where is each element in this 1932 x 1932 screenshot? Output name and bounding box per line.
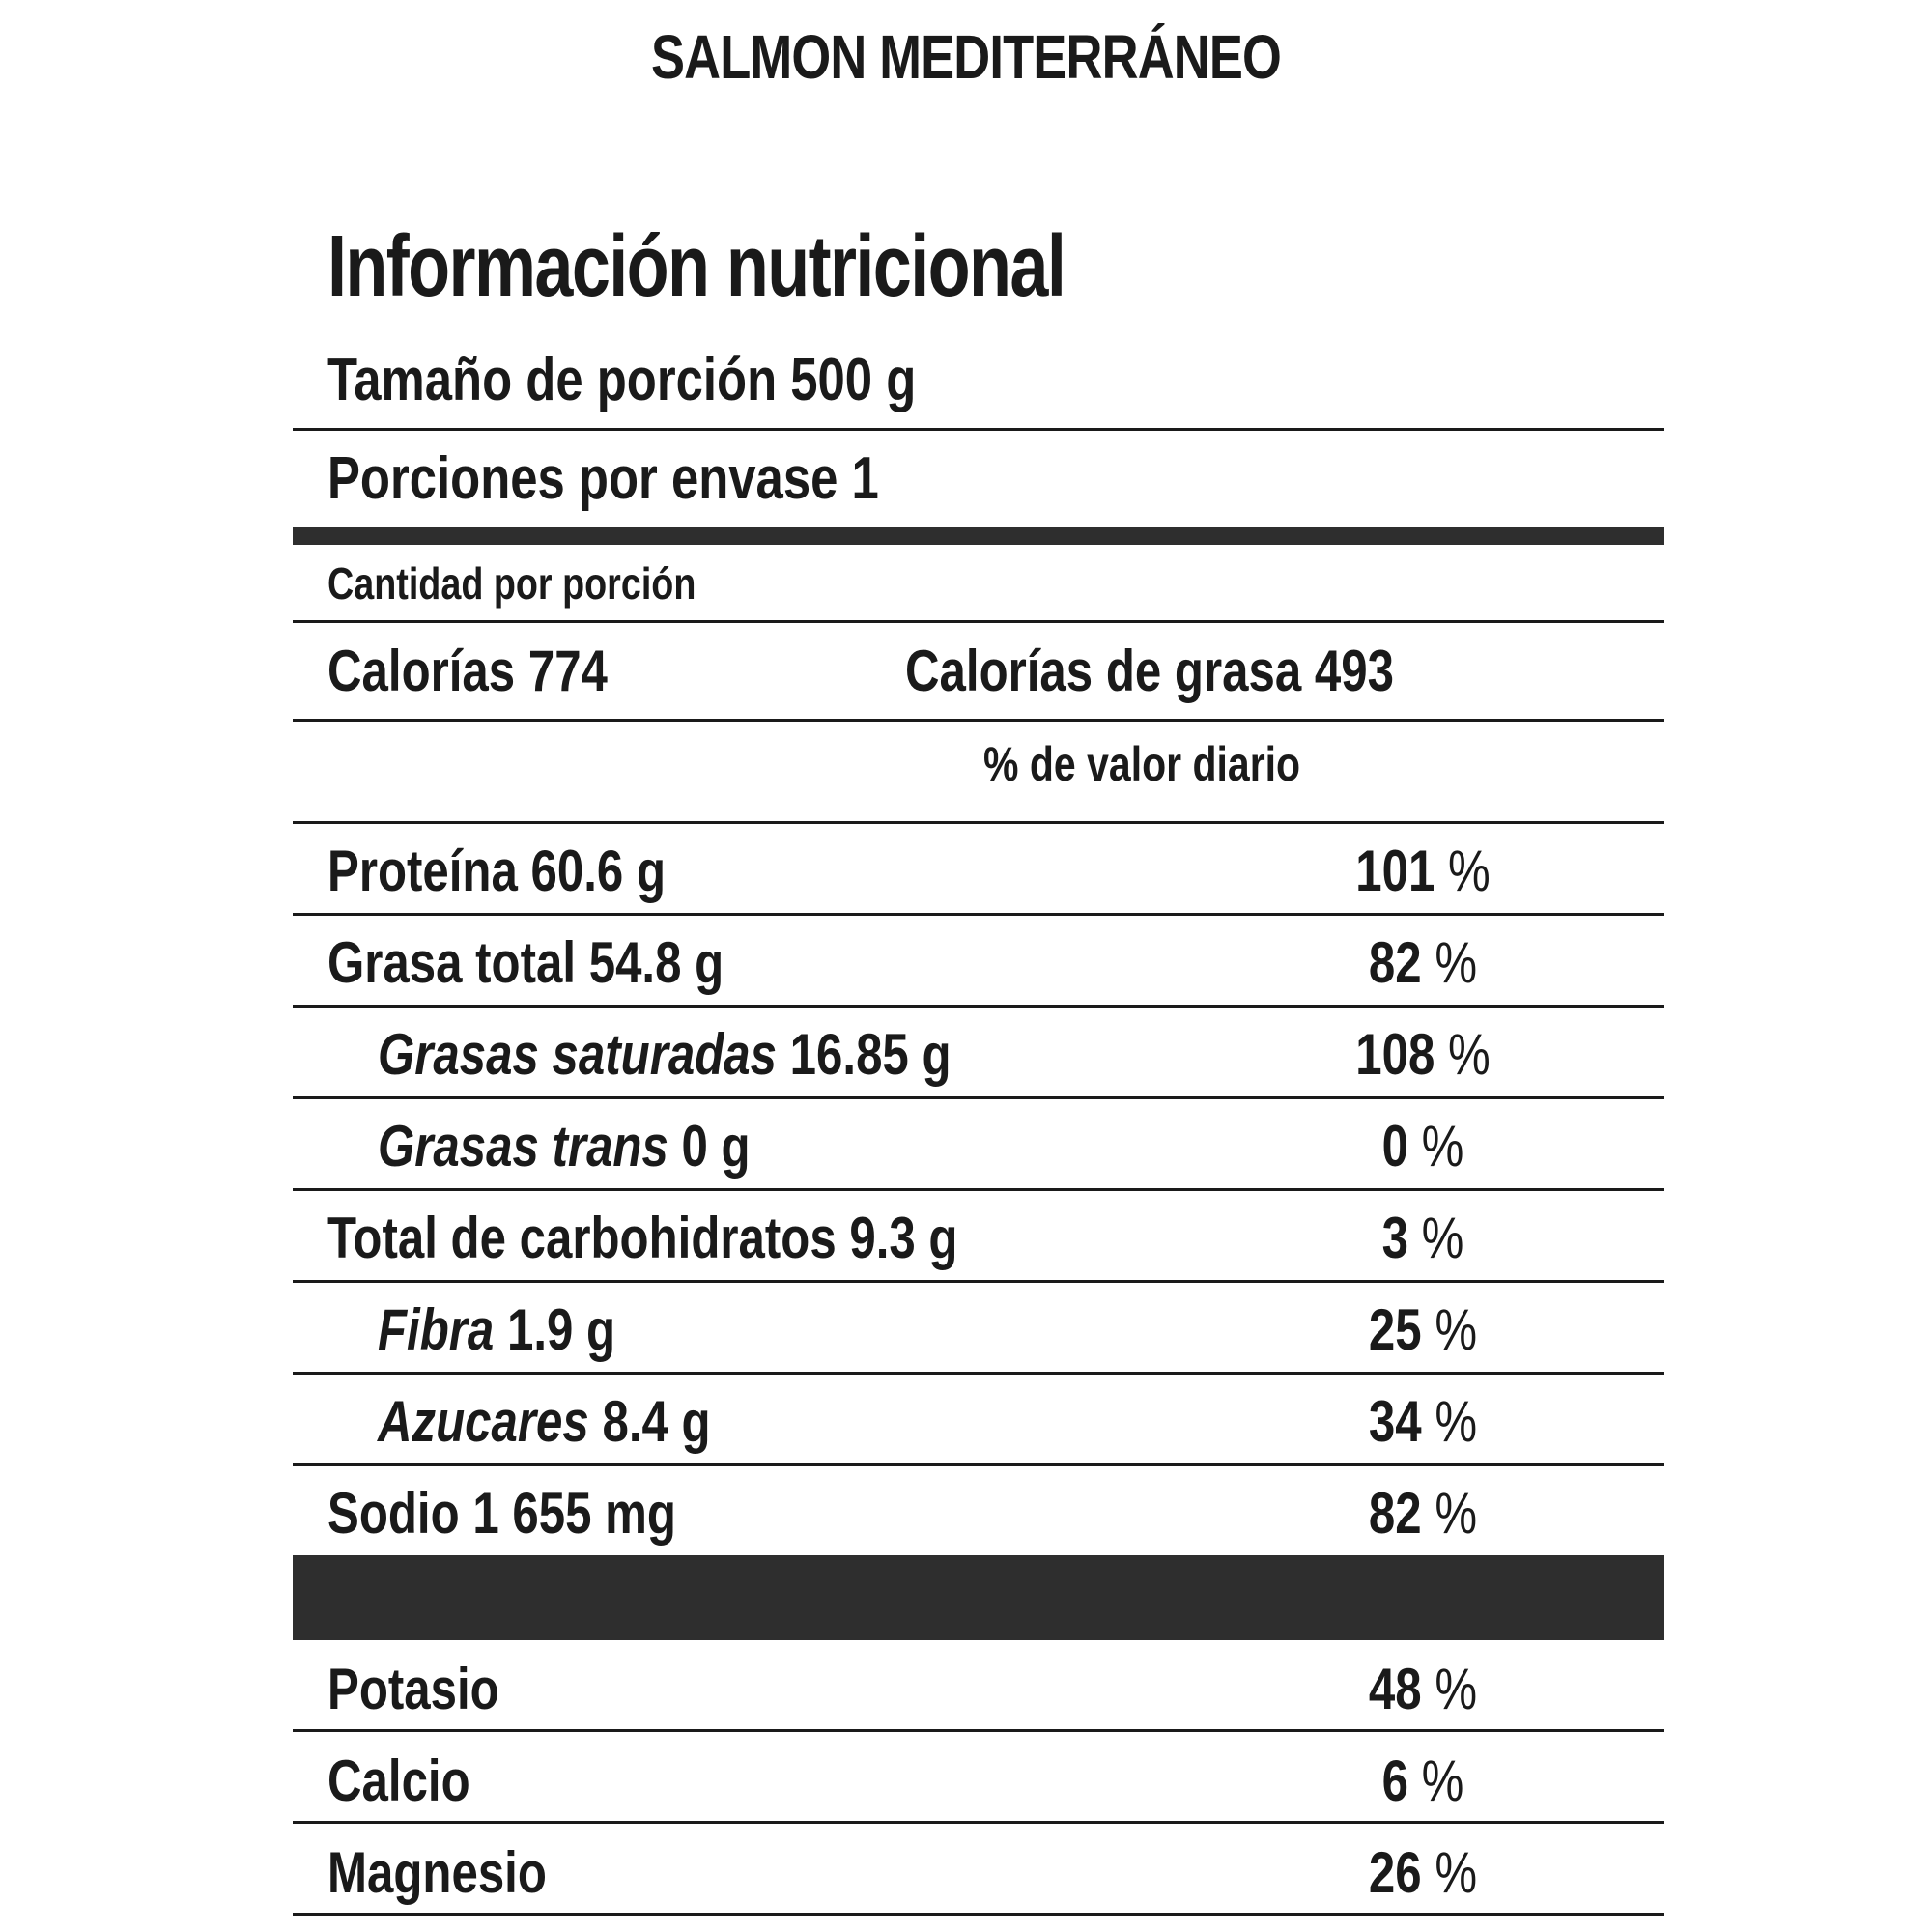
nutrient-row-protein bbox=[293, 824, 1664, 913]
nutrient-name: Grasa total bbox=[327, 930, 577, 995]
nutrient-dv: 82 bbox=[1368, 930, 1422, 995]
nutrient-dv: 101 bbox=[1355, 838, 1435, 903]
divider bbox=[293, 1913, 1664, 1916]
percent-sign: % bbox=[1435, 930, 1478, 995]
nutrient-dv: 34 bbox=[1368, 1389, 1422, 1454]
percent-sign: % bbox=[1447, 1022, 1491, 1087]
percent-sign: % bbox=[1435, 1657, 1478, 1721]
mineral-row-magnesium bbox=[293, 1826, 1664, 1915]
mineral-dv: 48 bbox=[1368, 1657, 1422, 1721]
separator-band bbox=[293, 1555, 1664, 1640]
daily-value-header: % de valor diario bbox=[983, 737, 1301, 791]
percent-sign: % bbox=[1421, 1748, 1464, 1813]
nutrient-name: Sodio bbox=[327, 1481, 460, 1546]
nutrient-dv: 0 bbox=[1381, 1114, 1408, 1179]
product-title: SALMON MEDITERRÁNEO bbox=[650, 22, 1282, 92]
nutrient-amount: 9.3 g bbox=[849, 1206, 958, 1270]
nutrient-name: Grasas trans bbox=[378, 1114, 668, 1179]
mineral-dv: 26 bbox=[1368, 1840, 1422, 1905]
mineral-name: Potasio bbox=[327, 1657, 499, 1721]
nutrient-dv: 25 bbox=[1368, 1297, 1422, 1362]
nutrient-row-total-fat bbox=[293, 916, 1664, 1005]
nutrient-row-carbohydrates bbox=[293, 1191, 1664, 1280]
nutrient-dv: 108 bbox=[1355, 1022, 1435, 1087]
nutrient-dv: 82 bbox=[1368, 1481, 1422, 1546]
nutrient-amount: 0 g bbox=[681, 1114, 751, 1179]
nutrient-name: Fibra bbox=[378, 1297, 495, 1362]
nutrient-name: Proteína bbox=[327, 838, 518, 903]
mineral-row-calcium bbox=[293, 1734, 1664, 1823]
mineral-name: Magnesio bbox=[327, 1840, 547, 1905]
nutrition-label bbox=[293, 0, 1664, 1932]
mineral-dv: 6 bbox=[1381, 1748, 1408, 1813]
nutrient-name: Total de carbohidratos bbox=[327, 1206, 837, 1270]
nutrient-dv: 3 bbox=[1381, 1206, 1408, 1270]
divider bbox=[293, 1729, 1664, 1732]
nutrient-row-sugars bbox=[293, 1375, 1664, 1463]
percent-sign: % bbox=[1435, 1389, 1478, 1454]
percent-sign: % bbox=[1421, 1114, 1464, 1179]
serving-size: Tamaño de porción 500 g bbox=[327, 347, 917, 413]
percent-sign: % bbox=[1435, 1481, 1478, 1546]
calories-from-fat: Calorías de grasa 493 bbox=[905, 639, 1394, 703]
divider bbox=[293, 719, 1664, 722]
nutrient-amount: 16.85 g bbox=[789, 1022, 952, 1087]
percent-sign: % bbox=[1421, 1206, 1464, 1270]
mineral-name: Calcio bbox=[327, 1748, 470, 1813]
divider bbox=[293, 428, 1664, 431]
label-heading: Información nutricional bbox=[327, 218, 1065, 315]
divider bbox=[293, 1821, 1664, 1824]
nutrient-row-saturated-fat bbox=[293, 1008, 1664, 1096]
amount-per-serving: Cantidad por porción bbox=[327, 558, 696, 609]
thick-divider bbox=[293, 527, 1664, 545]
nutrient-name: Grasas saturadas bbox=[378, 1022, 777, 1087]
nutrient-row-trans-fat bbox=[293, 1099, 1664, 1188]
nutrient-amount: 1 655 mg bbox=[472, 1481, 676, 1546]
percent-sign: % bbox=[1447, 838, 1491, 903]
divider bbox=[293, 620, 1664, 623]
calories: Calorías 774 bbox=[327, 639, 608, 703]
mineral-row-potassium bbox=[293, 1642, 1664, 1731]
nutrient-row-sodium bbox=[293, 1466, 1664, 1555]
nutrient-row-fiber bbox=[293, 1283, 1664, 1372]
percent-sign: % bbox=[1435, 1840, 1478, 1905]
nutrient-amount: 1.9 g bbox=[506, 1297, 616, 1362]
nutrient-name: Azucares bbox=[378, 1389, 589, 1454]
nutrient-amount: 8.4 g bbox=[602, 1389, 711, 1454]
servings-per-container: Porciones por envase 1 bbox=[327, 445, 879, 512]
nutrient-amount: 54.8 g bbox=[588, 930, 724, 995]
nutrient-amount: 60.6 g bbox=[530, 838, 667, 903]
percent-sign: % bbox=[1435, 1297, 1478, 1362]
